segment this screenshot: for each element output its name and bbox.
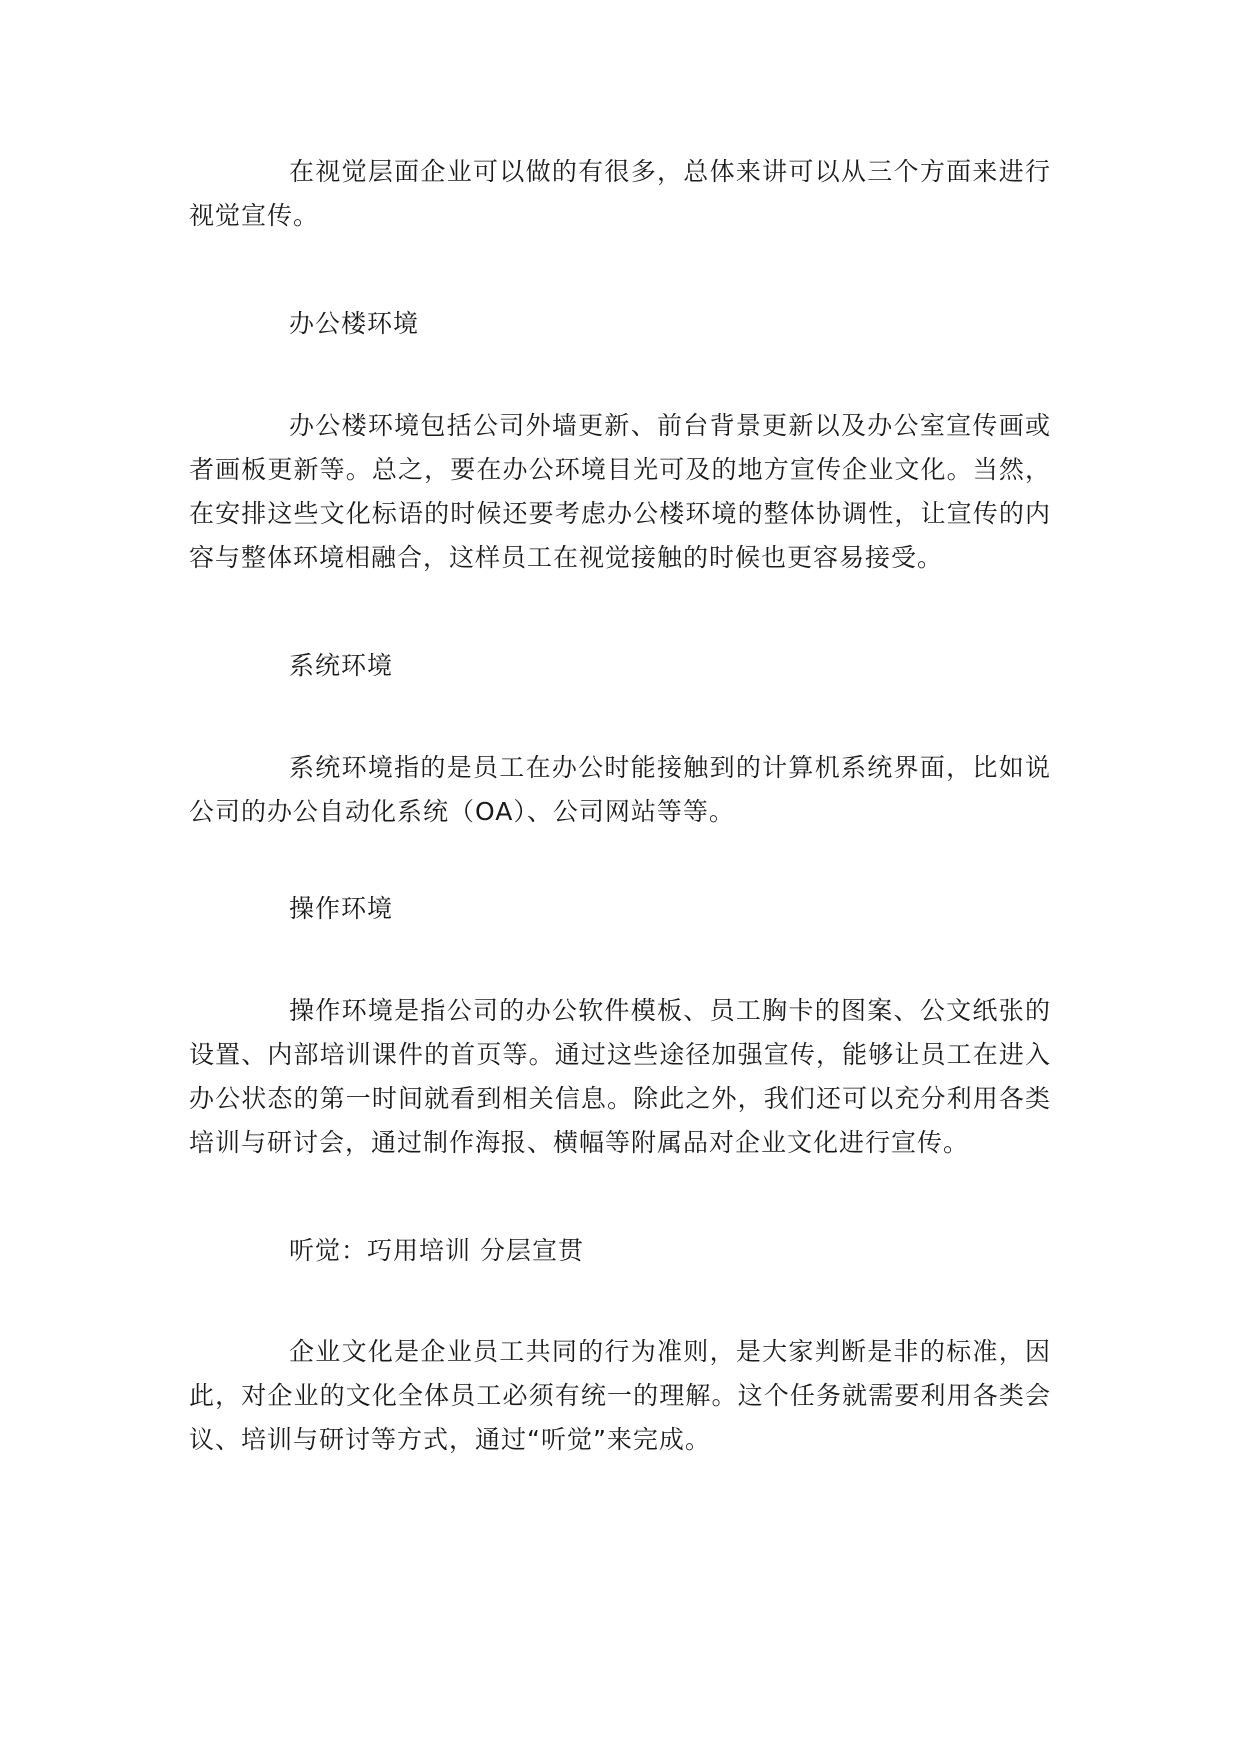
paragraph-visual-intro (189, 150, 1051, 238)
heading-text: 听觉：巧用培训 分层宣贯 (289, 1236, 584, 1265)
heading-text: 操作环境 (289, 894, 394, 923)
paragraph-office-building (189, 404, 1051, 580)
heading-office-building (189, 302, 1051, 346)
paragraph-text: 系统环境指的是员工在办公时能接触到的计算机系统界面，比如说公司的办公自动化系统（OA）、公司网站等等。 (189, 753, 1051, 826)
paragraph-text: 企业文化是企业员工共同的行为准则，是大家判断是非的标准，因此，对企业的文化全体员工必须有统一的理解。这个任务就需要利用各类会议、培训与研讨等方式，通过“听觉”来完成。 (189, 1337, 1051, 1454)
heading-text: 系统环境 (289, 651, 394, 680)
paragraph-operation-environment (189, 989, 1051, 1165)
paragraph-text: 在视觉层面企业可以做的有很多，总体来讲可以从三个方面来进行视觉宣传。 (189, 157, 1051, 230)
heading-hearing-training (189, 1229, 1051, 1273)
paragraph-text: 操作环境是指公司的办公软件模板、员工胸卡的图案、公文纸张的设置、内部培训课件的首页等。通过这些途径加强宣传，能够让员工在进入办公状态的第一时间就看到相关信息。除此之外，我们还可以充分利用各类培训与研讨会，通过制作海报、横幅等附属品对企业文化进行宣传。 (189, 996, 1051, 1157)
paragraph-system-environment (189, 746, 1051, 834)
heading-system-environment (189, 644, 1051, 688)
paragraph-corporate-culture (189, 1330, 1051, 1462)
paragraph-text: 办公楼环境包括公司外墙更新、前台背景更新以及办公室宣传画或者画板更新等。总之，要在办公环境目光可及的地方宣传企业文化。当然，在安排这些文化标语的时候还要考虑办公楼环境的整体协调性，让宣传的内容与整体环境相融合，这样员工在视觉接触的时候也更容易接受。 (189, 411, 1051, 572)
heading-operation-environment (189, 887, 1051, 931)
heading-text: 办公楼环境 (289, 309, 420, 338)
